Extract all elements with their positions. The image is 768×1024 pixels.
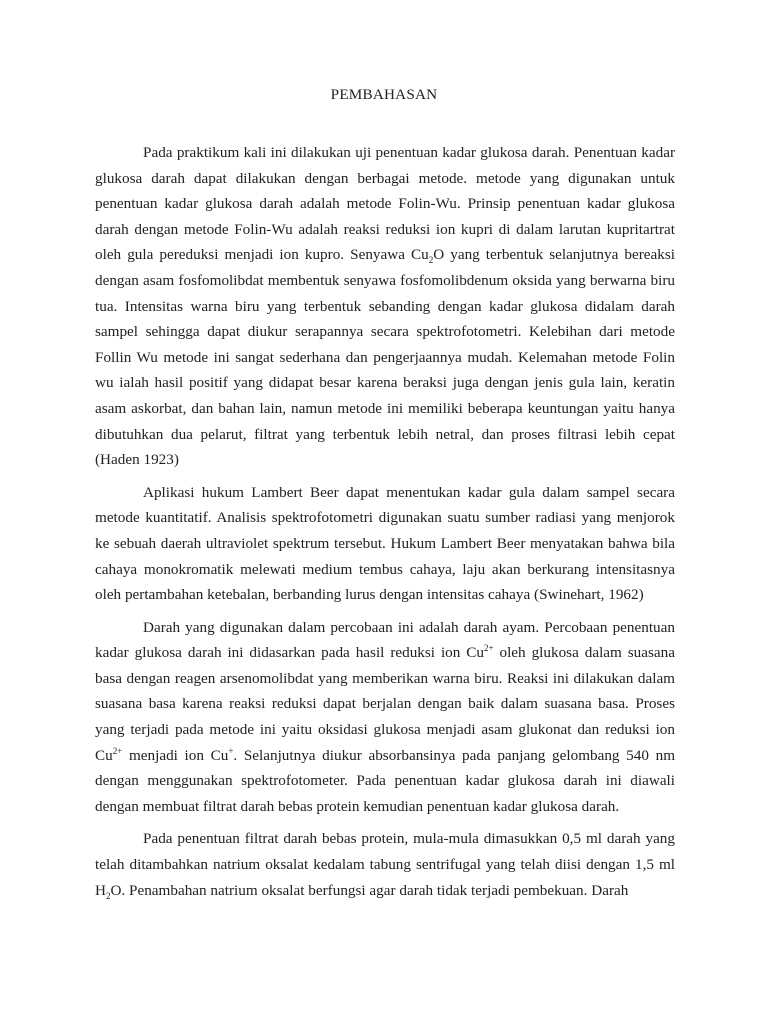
- subscript-text: 2: [105, 890, 111, 901]
- paragraph: [95, 826, 675, 903]
- document-body: [95, 140, 675, 910]
- paragraph-text: O. Penambahan natrium oksalat berfungsi agar darah tidak terjadi pembekuan. Darah: [110, 881, 629, 899]
- subscript-text: 2: [428, 255, 434, 266]
- paragraph-text: Pada praktikum kali ini dilakukan uji penentuan kadar glukosa darah. Penentuan kadar glukosa darah dapat dilakukan dengan berbagai metode. metode yang digunakan untuk penentuan kadar glukosa darah adalah metode Folin-Wu. Prinsip penentuan kadar glukosa darah dengan metode Folin-Wu adalah reaksi reduksi ion kupri di dalam larutan kupritartrat oleh gula pereduksi menjadi ion kupro. Senyawa Cu: [95, 144, 675, 264]
- paragraph-text: Aplikasi hukum Lambert Beer dapat menentukan kadar gula dalam sampel secara metode kuantitatif. Analisis spektrofotometri digunakan suatu sumber radiasi yang menjorok ke sebuah daerah ultraviolet spektrum tersebut. Hukum Lambert Beer menyatakan bahwa bila cahaya monokromatik melewati medium tembus cahaya, laju akan berkurang intensitasnya oleh pertambahan ketebalan, berbanding lurus dengan intensitas cahaya (Swinehart, 1962): [95, 483, 675, 604]
- superscript-text: 2+: [484, 643, 494, 654]
- paragraph-text: Pada penentuan filtrat darah bebas protein, mula-mula dimasukkan 0,5 ml darah yang telah ditambahkan natrium oksalat kedalam tabung sentrifugal yang telah diisi dengan 1,5 ml H: [95, 830, 675, 899]
- superscript-text: 2+: [112, 745, 123, 756]
- paragraph-text: . Selanjutnya diukur absorbansinya pada panjang gelombang 540 nm dengan menggunakan spektrofotometer. Pada penentuan kadar glukosa darah ini diawali dengan membuat filtrat darah bebas protein kemudian penentuan kadar glukosa darah.: [95, 746, 676, 815]
- superscript-text: +: [228, 745, 234, 756]
- paragraph-text: menjadi ion Cu: [122, 746, 229, 764]
- paragraph-text: oleh glukosa dalam suasana basa dengan reagen arsenomolibdat yang memberikan warna biru. Reaksi ini dilakukan dalam suasana basa karena reaksi reduksi dapat berjalan dengan baik dalam suasana basa. Proses yang terjadi pada metode ini yaitu oksidasi glukosa menjadi asam glukonat dan reduksi ion Cu: [95, 644, 675, 764]
- paragraph: [95, 615, 675, 820]
- paragraph: [95, 140, 675, 473]
- page-title: PEMBAHASAN: [330, 86, 438, 103]
- paragraph-text: Darah yang digunakan dalam percobaan ini adalah darah ayam. Percobaan penentuan kadar glukosa darah ini didasarkan pada hasil reduksi ion Cu: [95, 618, 675, 662]
- paragraph: [95, 480, 675, 608]
- paragraph-text: O yang terbentuk selanjutnya bereaksi dengan asam fosfomolibdat membentuk senyawa fosfomolibdenum oksida yang berwarna biru tua. Intensitas warna biru yang terbentuk sebanding dengan kadar glukosa didalam darah sampel sehingga dapat diukur serapannya secara spektrofotometri. Kelebihan dari metode Follin Wu metode ini sangat sederhana dan pengerjaannya mudah. Kelemahan metode Folin wu ialah hasil positif yang didapat besar karena beraksi juga dengan jenis gula lain, keratin asam askorbat, dan bahan lain, namun metode ini memiliki beberapa keuntungan yaitu hanya dibutuhkan dua pelarut, filtrat yang terbentuk lebih netral, dan proses filtrasi lebih cepat (Haden 1923): [95, 246, 676, 469]
